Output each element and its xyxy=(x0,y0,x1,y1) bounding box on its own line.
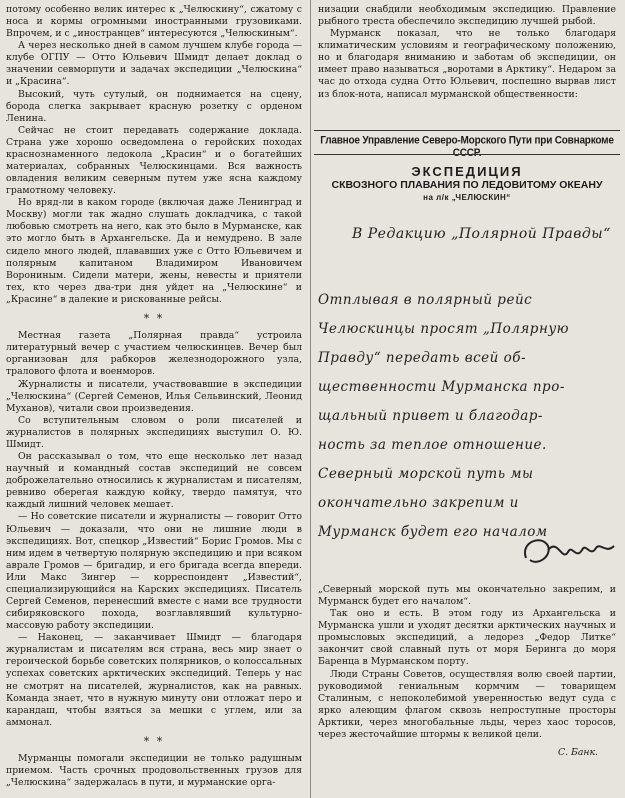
paragraph: потому особенно велик интерес к „Челюскину“, сжатому с носа и кормы огромными иностранными грузовиками. Впрочем, и с „иностранцев“ интересуются „Челюскиным“. xyxy=(6,4,302,40)
handwritten-line: окончательно закрепим и xyxy=(318,495,519,511)
caption: „Северный морской путь мы окончательно закрепим, и Мурманск будет его началом“. xyxy=(318,584,616,608)
right-column-top xyxy=(318,4,616,101)
paragraph: Местная газета „Полярная правда“ устроила литературный вечер с участием челюскинцев. Вечер был организован для рабкоров железнодорожного узла, тралового флота и военморов. xyxy=(6,330,302,378)
paragraph: низации снабдили необходимым экспедицию. Правление рыбного треста обеспечило экспедицию лучшей рыбой. xyxy=(318,4,616,28)
handwritten-line: Мурманск будет его началом xyxy=(318,524,548,540)
handwritten-line: Отплывая в полярный рейс xyxy=(318,292,533,308)
handwritten-line: Челюскинцы просят „Полярную xyxy=(318,321,570,337)
paragraph: Люди Страны Советов, осуществляя волю своей партии, руководимой гениальным кормчим — товарищем Сталиным, с непоколебимой уверенностью ведут суда с ярко алеющим флагом сквозь непроступные просторы Арктики, через многобальные льды, через хаос торосов, через жесточайшие штормы к великой цели. xyxy=(318,668,616,740)
paragraph: Высокий, чуть сутулый, он поднимается на сцену, борода слегка закрывает красную розетку с орденом Ленина. xyxy=(6,88,302,124)
paragraph: Но вряд-ли в каком городе (включая даже Ленинград и Москву) могли так жадно слушать докладчика, с такой любовью смотреть на него, как это было в Мурманске, как это могло быть в Архангельске. Да и немудрено. В зале сидело много людей, плававших уже с Отто Юльевичем и полярным капитаном Владимиром Ивановичем Ворониным. Сидели матери, жены, невесты и приятели тех, кто через два-три дня уйдет на „Челюскине“ и „Красине“ в далекие и рискованные рейсы. xyxy=(6,197,302,305)
handwritten-line: Правду“ передать всей об- xyxy=(318,350,527,366)
author-signature: С. Банк. xyxy=(557,747,598,759)
paragraph: Мурманцы помогали экспедиции не только радушным приемом. Часть срочных продовольственных грузов для „Челюскина“ задержалась в пути, и мурманские орга- xyxy=(6,753,302,789)
paragraph: Так оно и есть. В этом году из Архангельска и Мурманска ушли и уходят десятки арктических научных и промысловых экспедиций, а ледорез „Федор Литке“ закончит свой славный путь от моря Беринга до моря Баренца в Мурманском порту. xyxy=(318,608,616,668)
handwritten-line: ность за теплое отношение. xyxy=(318,437,547,453)
paragraph: Он рассказывал о том, что еще несколько лет назад научный и командный состав экспедиций не совсем доброжелательно относились к журналистам и писателям, ревниво оберегая каждую койку, твердо памятуя, что каждый лишний человек мешает. xyxy=(6,451,302,511)
letterhead: Главное Управление Северо-Морского Пути при Совнаркоме xyxy=(320,134,614,147)
letterhead-title: ЭКСПЕДИЦИЯ xyxy=(411,164,523,179)
divider xyxy=(314,130,620,131)
handwritten-line: щальный привет и благодар- xyxy=(318,408,543,424)
paragraph: Мурманск показал, что не только благодаря климатическим условиям и географическому положению, но и благодаря вниманию и заботам об экспедиции, он имеет право называться „воротами в Арктику“. Недаром за час до отхода судна Отто Юльевич, поспешно вырвав лист из блок-нота, написал мурманской общественности: xyxy=(318,28,616,100)
paragraph: А через несколько дней в самом лучшем клубе города — клубе ОГПУ — Отто Юльевич Шмидт делает доклад о значении севморпути и задачах экспедиции „Челюскина“ и „Красина“. xyxy=(6,40,302,88)
letterhead-ship: на л/к „ЧЕЛЮСКИН“ xyxy=(423,193,511,202)
handwritten-line: В Редакцию „Полярной Правды“ xyxy=(352,226,611,242)
right-column-bottom xyxy=(318,584,616,759)
signature-mark xyxy=(518,528,618,578)
paragraph: — Но советские писатели и журналисты — говорит Отто Юльевич — доказали, что они не лишние люди в экспедициях. Вот, спецкор „Известий“ Борис Громов. Мы с ним идем в четвертую полярную экспедицию и при всяком аврале Громов — бригадир, и его бригада всегда впереди. Или Макс Зингер — корреспондент „Известий“, специализирующийся на Карских экспедициях. Писатель Сергей Семенов, перенесший вместе с нами все трудности сибиряковского похода, возглавлявший культурно-массовую работу экспедиции. xyxy=(6,511,302,632)
divider xyxy=(314,154,620,155)
left-column xyxy=(6,4,302,789)
handwritten-line: щественности Мурманска про- xyxy=(318,379,565,395)
handwritten-letter-facsimile xyxy=(310,124,625,584)
letterhead-subtitle: СКВОЗНОГО ПЛАВАНИЯ ПО ЛЕДОВИТОМУ ОКЕАНУ xyxy=(331,179,603,191)
paragraph: — Наконец, — заканчивает Шмидт — благодаря журналистам и писателям вся страна, весь мир знает о героической борьбе советских полярников, о колоссальных успехах советских арктических экспедиций. Теперь у нас не смотрят на писателей, журналистов, как на равных. Команда знает, что в нужную минуту они отложат перо и карандаш, чтобы взяться за мешки с углем, или за аммонал. xyxy=(6,632,302,728)
paragraph: Сейчас не стоит передавать содержание доклада. Страна уже хорошо осведомлена о геройских походах краснознаменного ледокола „Красин“ и о богатейших материалах, собранных Челюскинцами. Вся важность овладения великим северным путем уже ясна каждому грамотному человеку. xyxy=(6,124,302,197)
paragraph: Со вступительным словом о роли писателей и журналистов в полярных экспедициях выступил О. Ю. Шмидт. xyxy=(6,414,302,450)
section-divider-stars: * * xyxy=(143,311,165,325)
handwritten-line: Северный морской путь мы xyxy=(318,466,534,482)
paragraph: Журналисты и писатели, участвовавшие в экспедиции „Челюскина“ (Сергей Семенов, Илья Сельвинский, Леонид Муханов), читали свои произведения. xyxy=(6,378,302,414)
section-divider-stars: * * xyxy=(143,734,165,748)
